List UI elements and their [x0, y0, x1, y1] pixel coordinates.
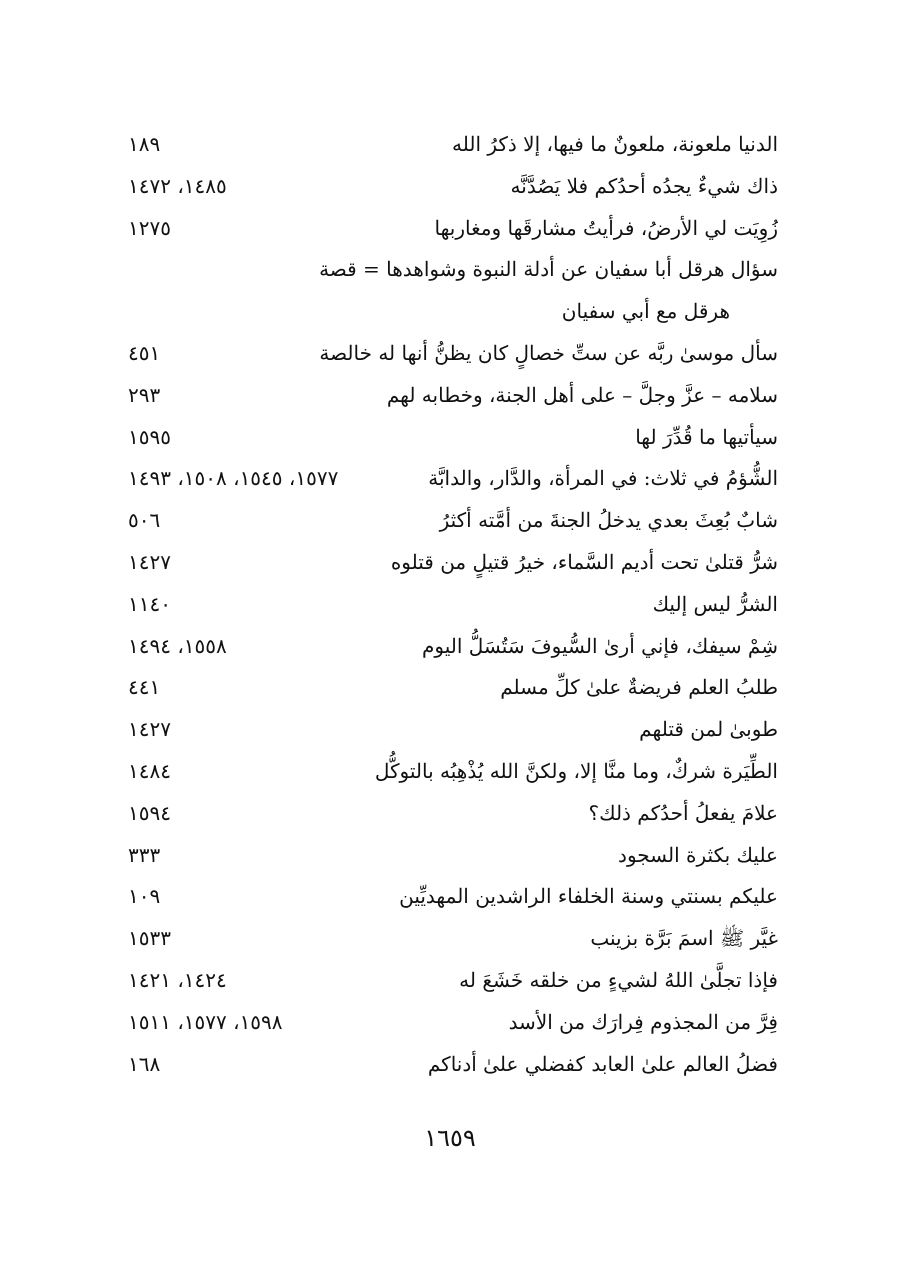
- entry-page-refs: ١٥٩٨، ١٥٧٧، ١٥١١: [128, 1009, 283, 1034]
- entry-text: شِمْ سيفك، فإني أرىٰ السُّيوفَ سَتُسَلُّ اليوم: [422, 633, 778, 658]
- index-entry: [128, 208, 778, 250]
- index-entry: [128, 709, 778, 751]
- entry-page-refs: ١٤٢٧: [128, 549, 171, 574]
- entry-text-line-2: هرقل مع أبي سفيان: [561, 299, 730, 324]
- entry-page-refs: ٢٩٣: [128, 382, 161, 407]
- index-entry: [128, 417, 778, 459]
- entry-text: الشرُّ ليس إليك: [652, 591, 778, 616]
- index-entry: [128, 793, 778, 835]
- index-entry: [128, 1044, 778, 1086]
- page-number: ١٦٥٩: [424, 1124, 476, 1152]
- index-entry: [128, 500, 778, 542]
- index-entry: [128, 876, 778, 918]
- entry-text-line-1: سؤال هرقل أبا سفيان عن أدلة النبوة وشواهدها = قصة: [319, 257, 778, 282]
- entry-page-refs: ١٦٨: [128, 1051, 161, 1076]
- index-entry: [128, 333, 778, 375]
- entry-text: سأل موسىٰ ربَّه عن ستِّ خصالٍ كان يظنُّ أنها له خالصة: [319, 340, 778, 365]
- entry-text: شابٌ بُعِثَ بعدي يدخلُ الجنةَ من أمَّته أكثرُ: [439, 508, 778, 533]
- entry-page-refs: ١٤٢٤، ١٤٢١: [128, 967, 227, 992]
- entry-page-refs: ٥٠٦: [128, 508, 161, 533]
- index-entry: [128, 667, 778, 709]
- index-entry: [128, 626, 778, 668]
- entry-page-refs: ١٥٩٤: [128, 800, 171, 825]
- entry-text: عليكم بسنتي وسنة الخلفاء الراشدين المهديِّين: [399, 884, 778, 909]
- index-entry: [128, 1002, 778, 1044]
- entry-text: غيَّر ﷺ اسمَ بَرَّة بزينب: [590, 926, 778, 951]
- index-entry: [128, 375, 778, 417]
- index-entry-cross-reference: [128, 249, 778, 333]
- entry-page-refs: ١٥٩٥: [128, 424, 171, 449]
- entry-page-refs: ١٠٩: [128, 884, 161, 909]
- entry-page-refs: ٤٥١: [128, 340, 161, 365]
- entry-text: شرُّ قتلىٰ تحت أديم السَّماء، خيرُ قتيلٍ من قتلوه: [390, 549, 778, 574]
- index-entry: [128, 542, 778, 584]
- entry-text: فِرَّ من المجذوم فِرارَك من الأسد: [508, 1009, 778, 1034]
- entry-page-refs: ١٥٥٨، ١٤٩٤: [128, 633, 227, 658]
- entry-page-refs: ٣٣٣: [128, 842, 161, 867]
- entry-text: الطِّيَرة شركٌ، وما منَّا إلا، ولكنَّ الله يُذْهِبُه بالتوكُّل: [374, 758, 778, 783]
- entry-text: عليك بكثرة السجود: [618, 842, 778, 867]
- index-entry: [128, 124, 778, 166]
- entry-page-refs: ١٥٣٣: [128, 926, 171, 951]
- index-entry: [128, 458, 778, 500]
- entry-text: طلبُ العلم فريضةٌ علىٰ كلِّ مسلم: [500, 675, 778, 700]
- entry-text: فإذا تجلَّىٰ اللهُ لشيءٍ من خلقه خَشَعَ له: [459, 967, 778, 992]
- index-entry: [128, 960, 778, 1002]
- entry-text: الشُّؤمُ في ثلاث: في المرأة، والدَّار، والدابَّة: [428, 466, 778, 491]
- index-entry: [128, 584, 778, 626]
- entry-text: طوبىٰ لمن قتلهم: [639, 717, 778, 742]
- entry-page-refs: ١٤٨٤: [128, 758, 171, 783]
- index-entry: [128, 166, 778, 208]
- entry-text: سلامه – عزَّ وجلَّ – على أهل الجنة، وخطابه لهم: [386, 382, 778, 407]
- entry-text: الدنيا ملعونة، ملعونٌ ما فيها، إلا ذكرُ الله: [452, 132, 778, 156]
- entry-page-refs: ١٤٢٧: [128, 717, 171, 742]
- entry-page-refs: ١٢٧٥: [128, 215, 171, 240]
- index-entry: [128, 918, 778, 960]
- entry-text: [128, 249, 778, 333]
- index-entry: [128, 835, 778, 877]
- hadith-index-list: [128, 124, 778, 1085]
- index-entry: [128, 751, 778, 793]
- entry-page-refs: ١٥٧٧، ١٥٤٥، ١٥٠٨، ١٤٩٣: [128, 466, 339, 491]
- entry-page-refs: ١٨٩: [128, 132, 161, 156]
- entry-text: زُوِيَت لي الأرضُ، فرأيتُ مشارقَها ومغاربها: [434, 215, 778, 240]
- entry-text: علامَ يفعلُ أحدُكم ذلك؟: [588, 800, 778, 825]
- entry-page-refs: ١١٤٠: [128, 591, 171, 616]
- entry-page-refs: ٤٤١: [128, 675, 161, 700]
- entry-text: فضلُ العالم علىٰ العابد كفضلي علىٰ أدناكم: [427, 1051, 778, 1076]
- entry-page-refs: ١٤٨٥، ١٤٧٢: [128, 173, 227, 198]
- entry-text: ذاك شيءٌ يجدُه أحدُكم فلا يَصُدَّنَّه: [510, 173, 778, 198]
- entry-text: سيأتيها ما قُدِّرَ لها: [635, 424, 778, 449]
